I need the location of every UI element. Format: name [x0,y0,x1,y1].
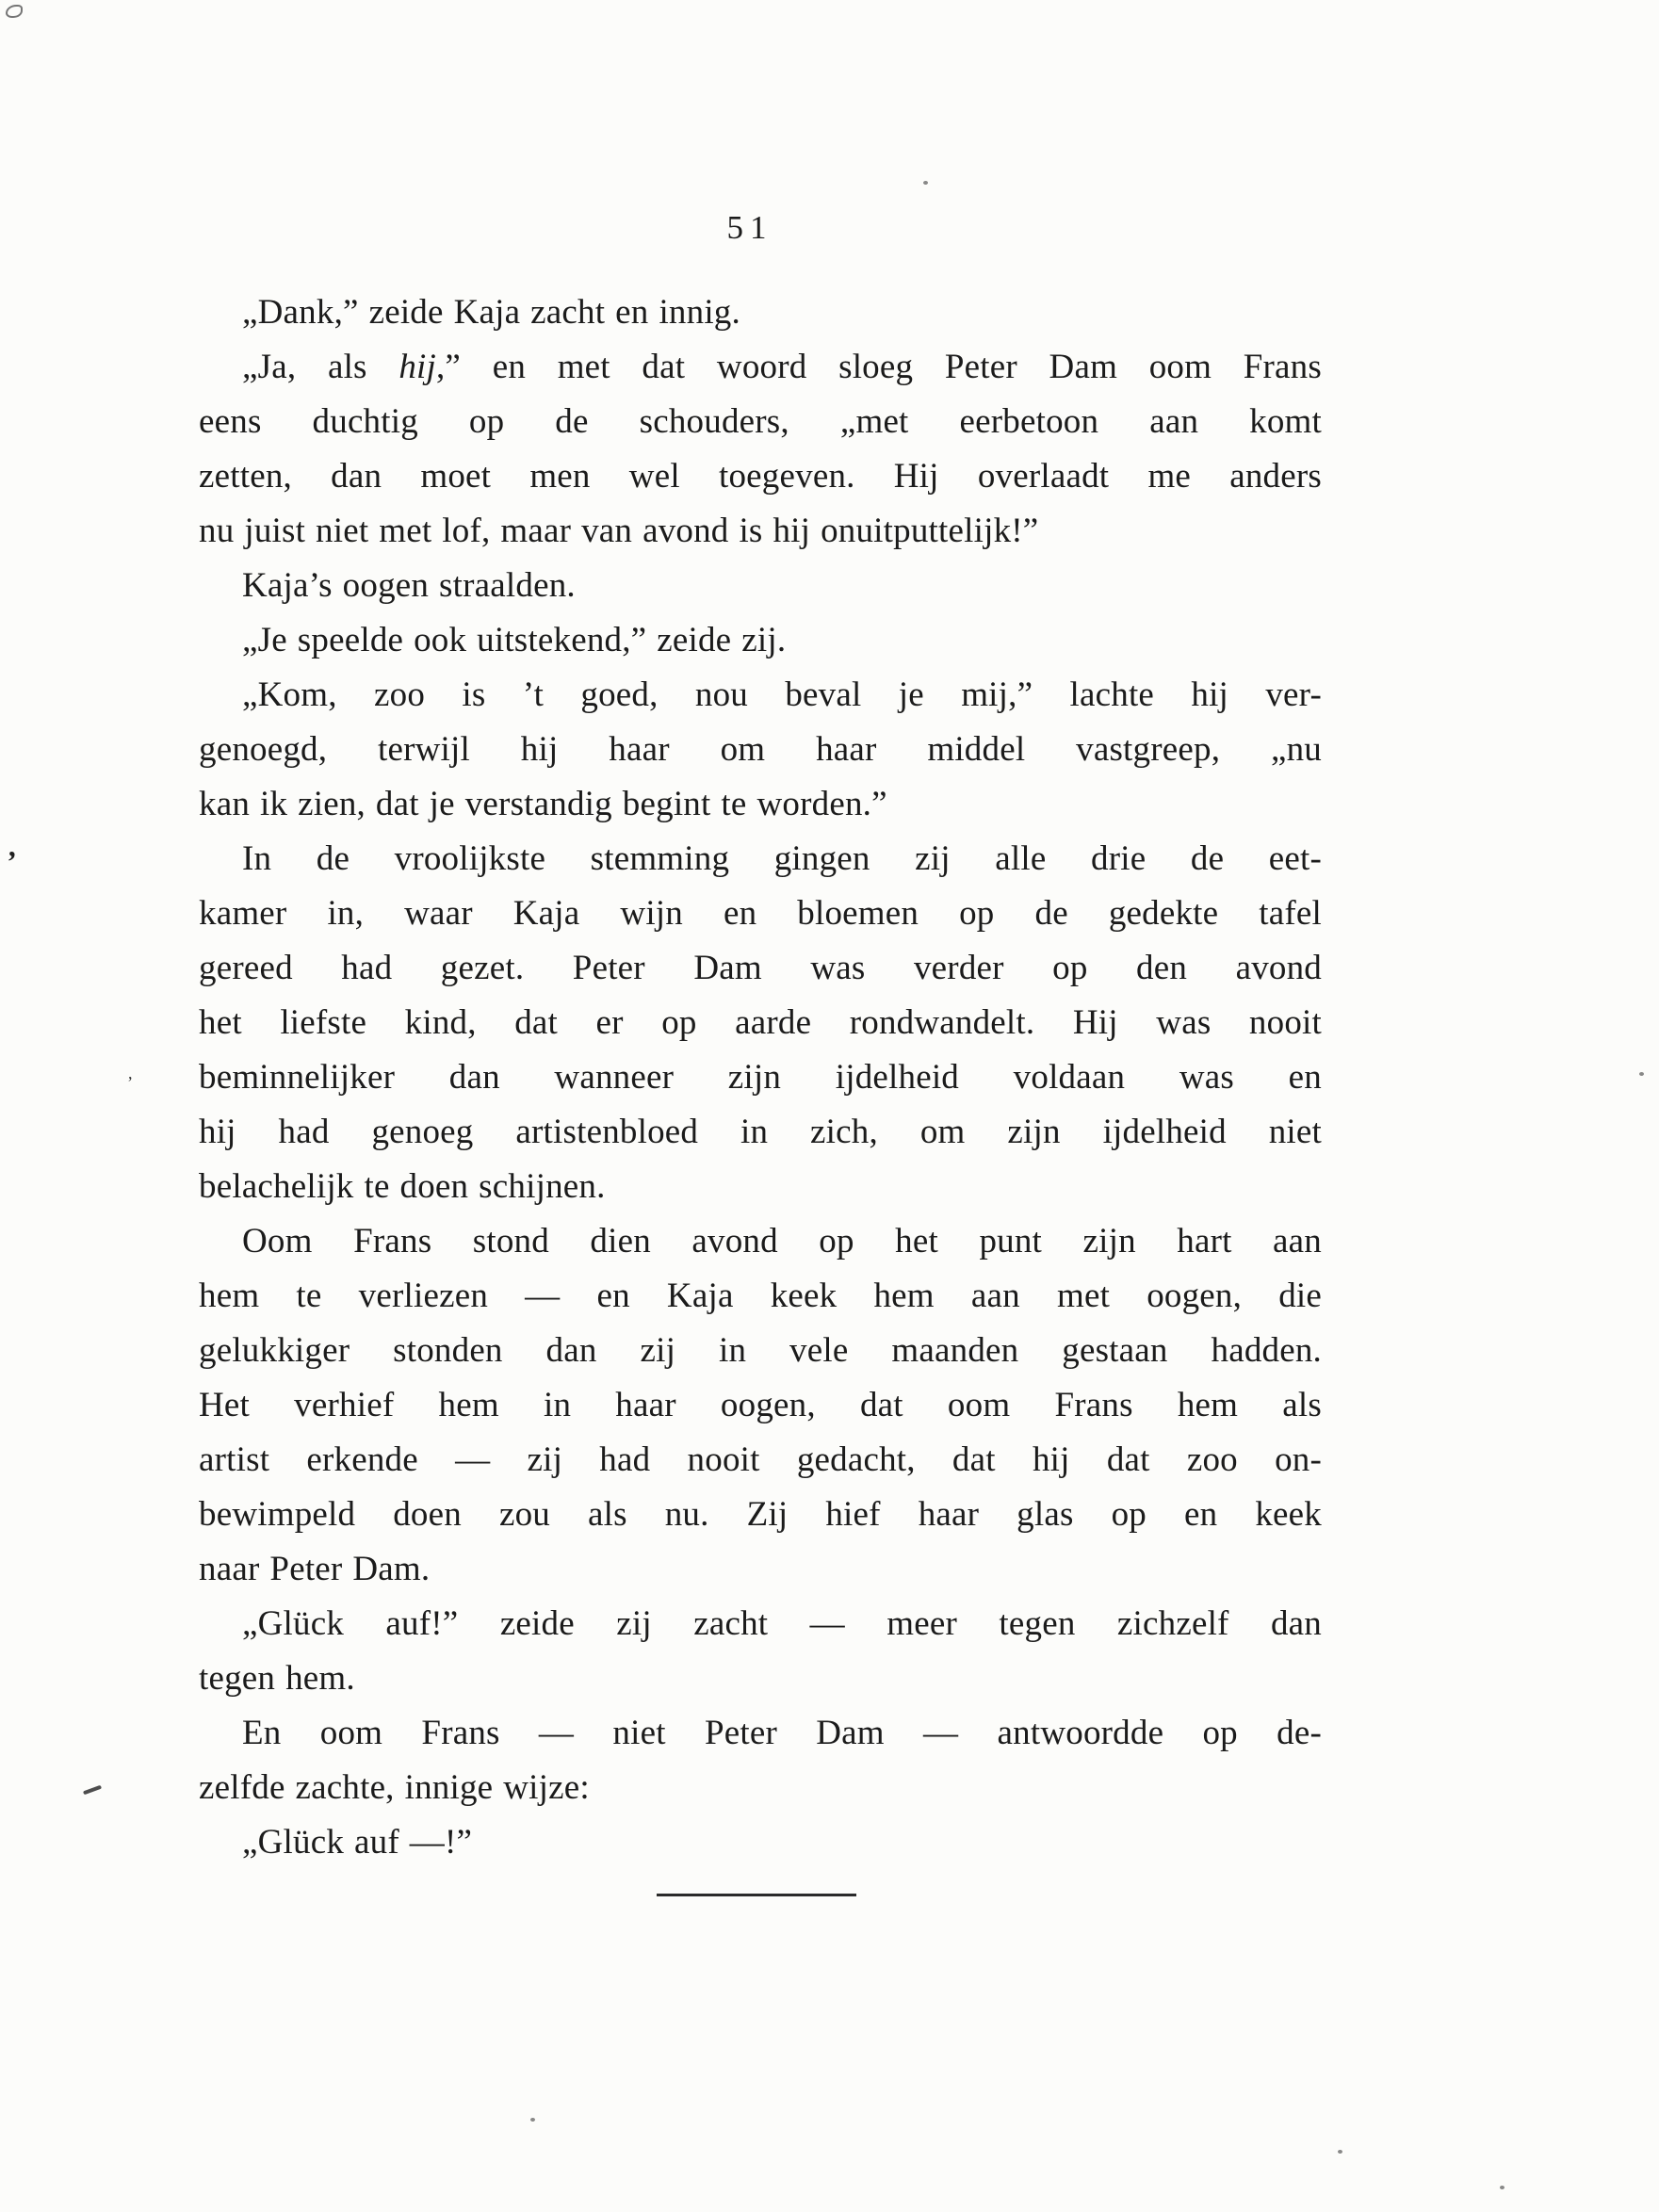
text-line [199,1542,1322,1597]
text-line [199,777,1322,832]
text-line [199,668,1322,723]
text-line [199,613,1322,668]
text-line [199,1433,1322,1488]
paragraph [199,668,1322,832]
text-line [199,559,1322,613]
page-number: 51 [726,209,773,246]
text-line [199,1815,1322,1870]
text-line [199,1269,1322,1324]
text-run: genoegd, terwijl hij haar om haar middel vastgreep, „nu [199,730,1322,769]
text-run: hij had genoeg artistenbloed in zich, om zijn ijdelheid niet [199,1113,1322,1151]
text-line [199,1105,1322,1160]
text-line [199,941,1322,996]
text-run: „Kom, zoo is ’t goed, nou beval je mij,” lachte hij ver- [242,675,1322,714]
text-run: Oom Frans stond dien avond op het punt zijn hart aan [242,1222,1322,1261]
scan-artifact-speck [1338,2150,1342,2154]
text-run: gelukkiger stonden dan zij in vele maanden gestaan hadden. [199,1331,1322,1370]
text-run: gereed had gezet. Peter Dam was verder op den avond [199,949,1322,987]
text-block [199,285,1322,1870]
scan-artifact-speck [1639,1072,1644,1076]
scan-artifact-apostrophe: ’ [6,844,16,878]
paragraph [199,613,1322,668]
text-line [199,832,1322,886]
paragraph [199,1597,1322,1706]
text-run: Het verhief hem in haar oogen, dat oom Frans hem als [199,1386,1322,1424]
paragraph [199,285,1322,340]
text-line [199,1488,1322,1542]
text-run: kan ik zien, dat je verstandig begint te worden.” [199,785,887,823]
text-line [199,1761,1322,1815]
paragraph [199,832,1322,1214]
text-run: belachelijk te doen schijnen. [199,1167,606,1206]
text-run: ,” en met dat woord sloeg Peter Dam oom Frans [435,348,1322,386]
text-line [199,449,1322,504]
text-line [199,996,1322,1050]
text-line [199,285,1322,340]
text-run: nu juist niet met lof, maar van avond is hij onuitputtelijk!” [199,512,1039,550]
scan-artifact-dash [83,1785,102,1796]
text-run: zetten, dan moet men wel toegeven. Hij overlaadt me anders [199,457,1322,496]
scan-artifact-speck [1500,2186,1504,2189]
scan-artifact-comma: , [128,1064,133,1082]
text-line [199,395,1322,449]
text-run: Kaja’s oogen straalden. [242,566,576,605]
text-run: zelfde zachte, innige wijze: [199,1768,590,1807]
section-divider [657,1894,856,1896]
paragraph [199,340,1322,559]
text-run: het liefste kind, dat er op aarde rondwandelt. Hij was nooit [199,1003,1322,1042]
text-line [199,886,1322,941]
text-line [199,504,1322,559]
paragraph [199,1214,1322,1597]
text-run: bewimpeld doen zou als nu. Zij hief haar glas op en keek [199,1495,1322,1534]
text-run: hem te verliezen — en Kaja keek hem aan met oogen, die [199,1277,1322,1315]
text-run: „Ja, als [242,348,399,386]
text-line [199,1378,1322,1433]
text-run: naar Peter Dam. [199,1550,431,1588]
text-run: tegen hem. [199,1659,355,1698]
text-run: beminnelijker dan wanneer zijn ijdelheid voldaan was en [199,1058,1322,1097]
text-line [199,1160,1322,1214]
paragraph [199,1815,1322,1870]
text-run: „Glück auf!” zeide zij zacht — meer tegen zichzelf dan [242,1604,1322,1643]
text-line [199,1214,1322,1269]
scan-artifact-speck [530,2118,535,2122]
text-line [199,1324,1322,1378]
text-line [199,1597,1322,1651]
text-line [199,1651,1322,1706]
text-run: artist erkende — zij had nooit gedacht, dat hij dat zoo on- [199,1440,1322,1479]
text-run: „Glück auf —!” [242,1823,473,1862]
scan-artifact-speck [923,181,928,185]
text-line [199,723,1322,777]
text-line [199,1706,1322,1761]
paragraph [199,559,1322,613]
text-line [199,1050,1322,1105]
italic-text: hij [398,348,436,386]
paragraph [199,1706,1322,1815]
text-run: eens duchtig op de schouders, „met eerbetoon aan komt [199,402,1322,441]
text-run: In de vroolijkste stemming gingen zij alle drie de eet- [242,839,1322,878]
text-run: „Dank,” zeide Kaja zacht en innig. [242,293,740,332]
scan-artifact-scribble [6,5,23,18]
text-run: En oom Frans — niet Peter Dam — antwoordde op de- [242,1714,1322,1752]
text-line [199,340,1322,395]
text-run: „Je speelde ook uitstekend,” zeide zij. [242,621,787,659]
text-run: kamer in, waar Kaja wijn en bloemen op de gedekte tafel [199,894,1322,933]
